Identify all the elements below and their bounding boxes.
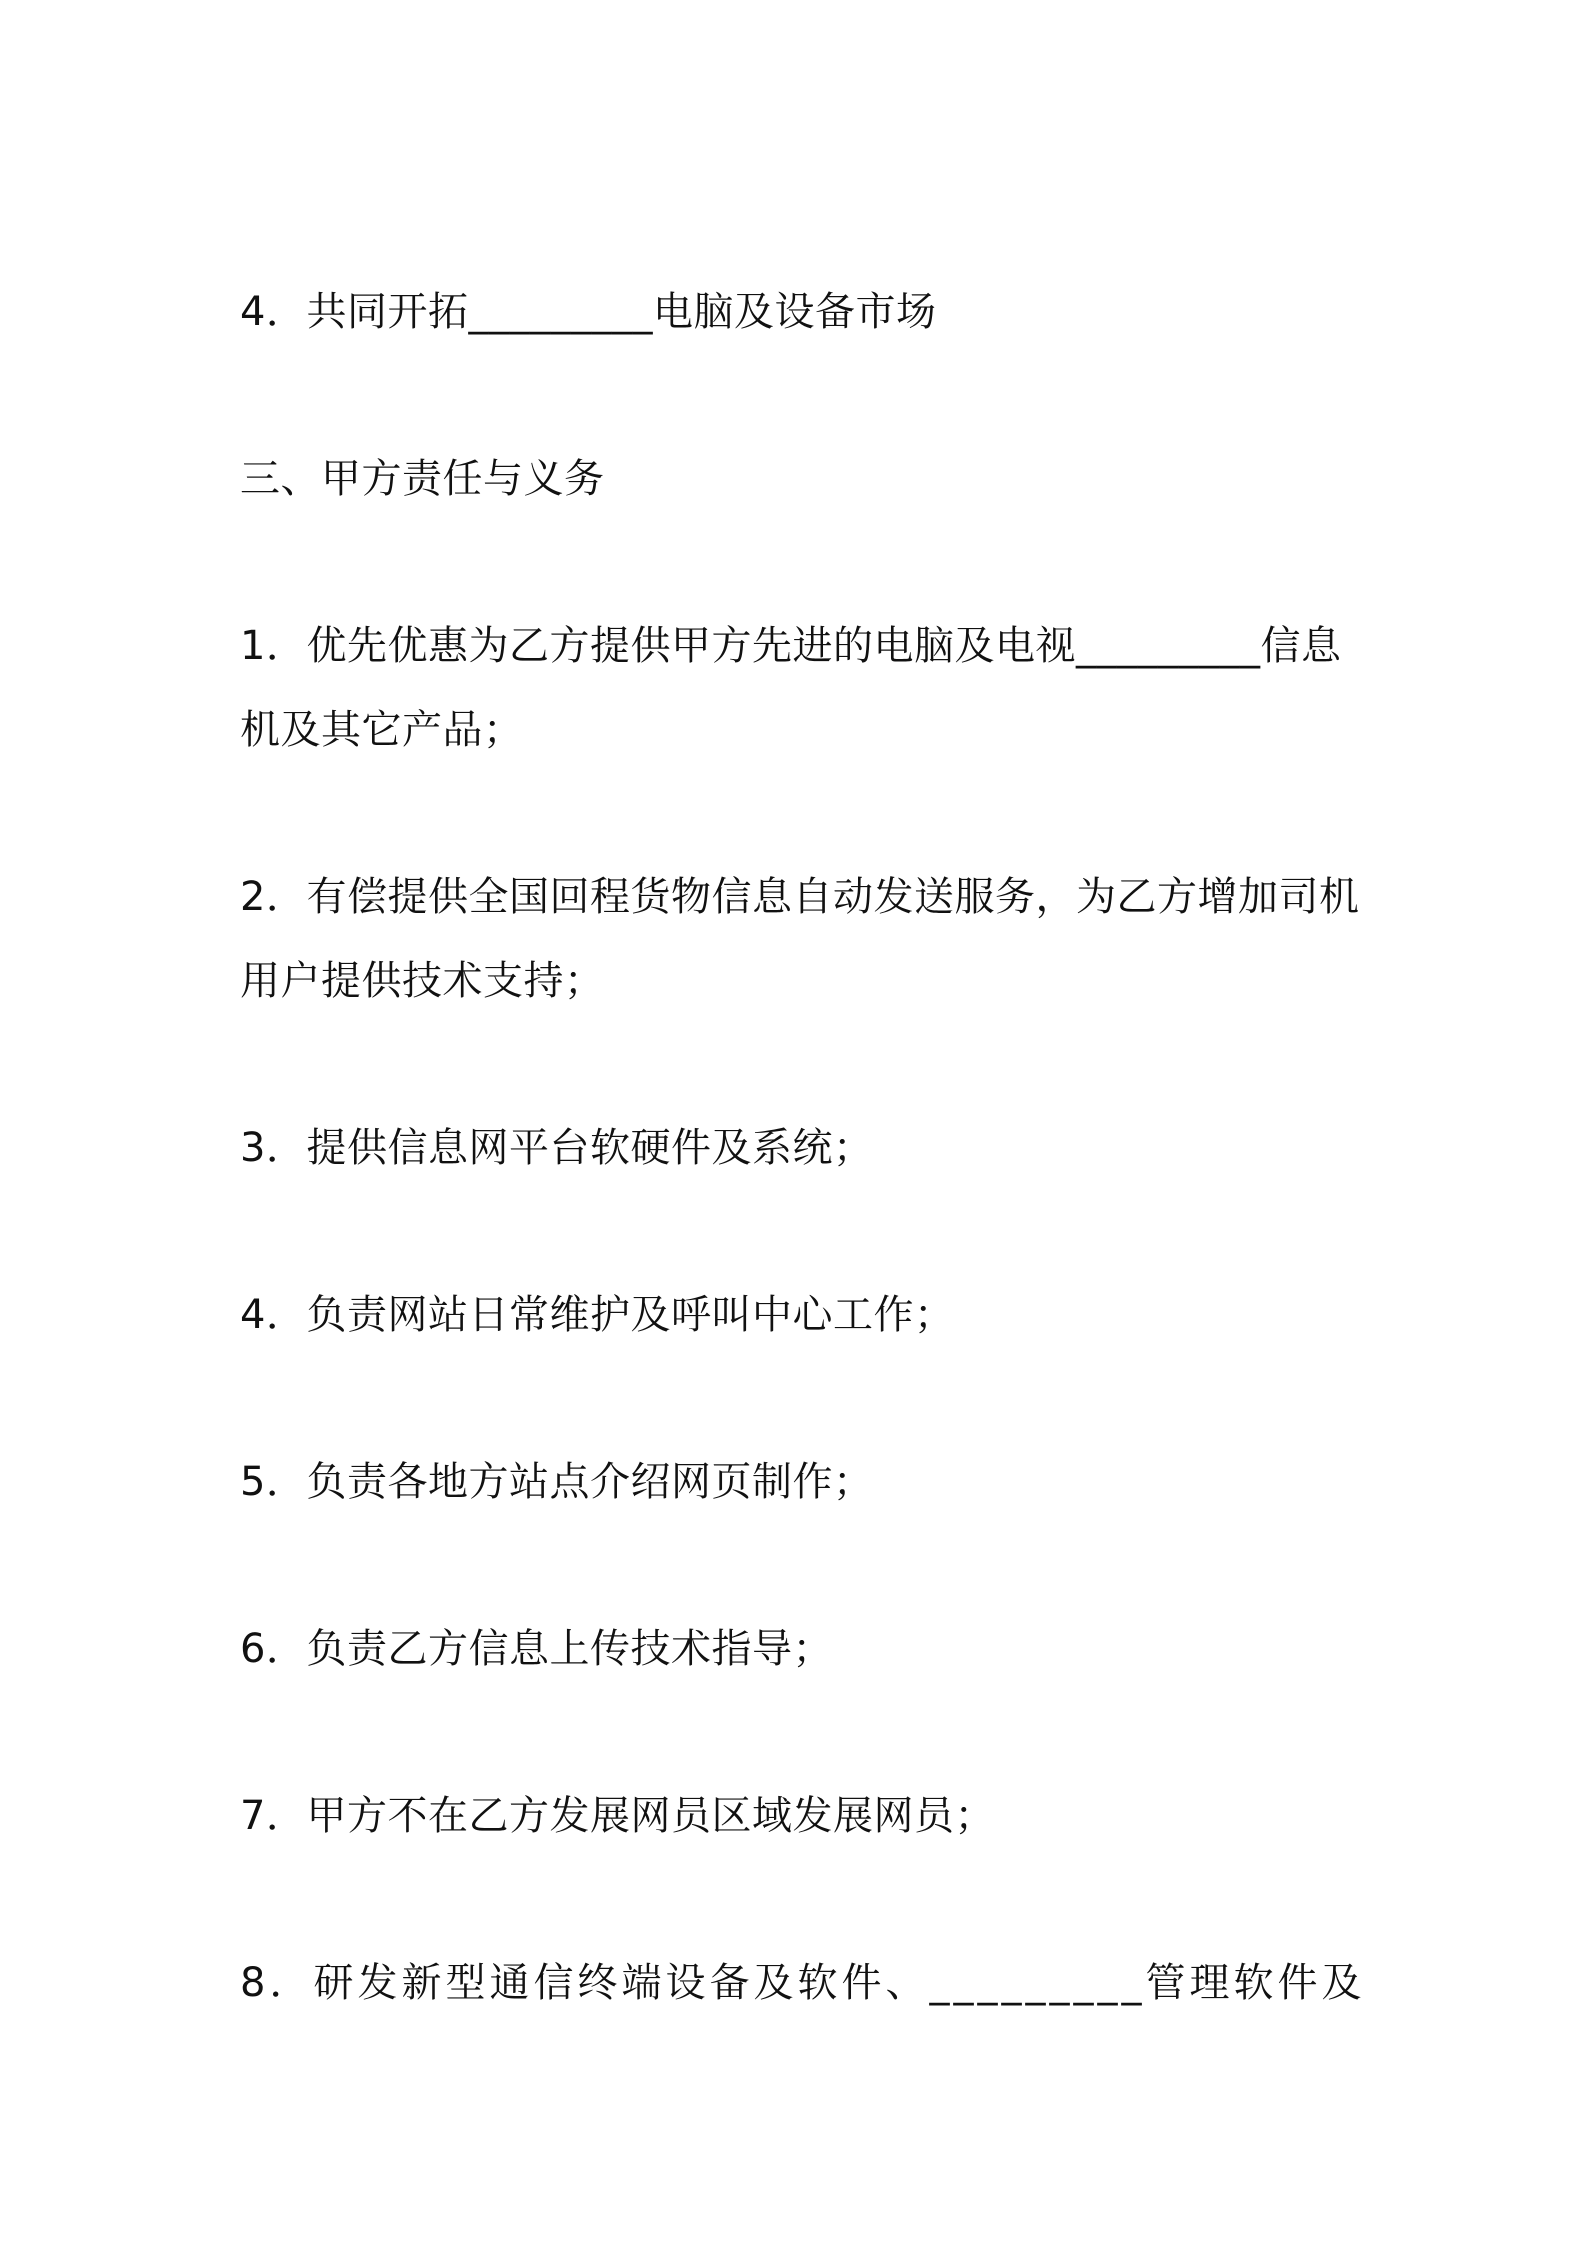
section-heading-party-a-duties: 三、甲方责任与义务: [240, 456, 605, 502]
duty-6: 6．负责乙方信息上传技术指导；: [240, 1626, 833, 1672]
duty-7: 7．甲方不在乙方发展网员区域发展网员；: [240, 1793, 995, 1839]
duty-1-line-2: 机及其它产品；: [240, 707, 524, 753]
duty-2-line-1: 2．有偿提供全国回程货物信息自动发送服务，为乙方增加司机: [240, 874, 1360, 920]
duty-1-line-1: 1．优先优惠为乙方提供甲方先进的电脑及电视_________信息: [240, 623, 1342, 669]
duty-8-line-1: 8．研发新型通信终端设备及软件、_________管理软件及: [240, 1960, 1366, 2006]
duty-4: 4．负责网站日常维护及呼叫中心工作；: [240, 1292, 955, 1338]
duty-5: 5．负责各地方站点介绍网页制作；: [240, 1459, 874, 1505]
duty-2-line-2: 用户提供技术支持；: [240, 958, 605, 1004]
item-4-market: 4．共同开拓_________电脑及设备市场: [240, 289, 937, 335]
duty-3: 3．提供信息网平台软硬件及系统；: [240, 1125, 874, 1171]
